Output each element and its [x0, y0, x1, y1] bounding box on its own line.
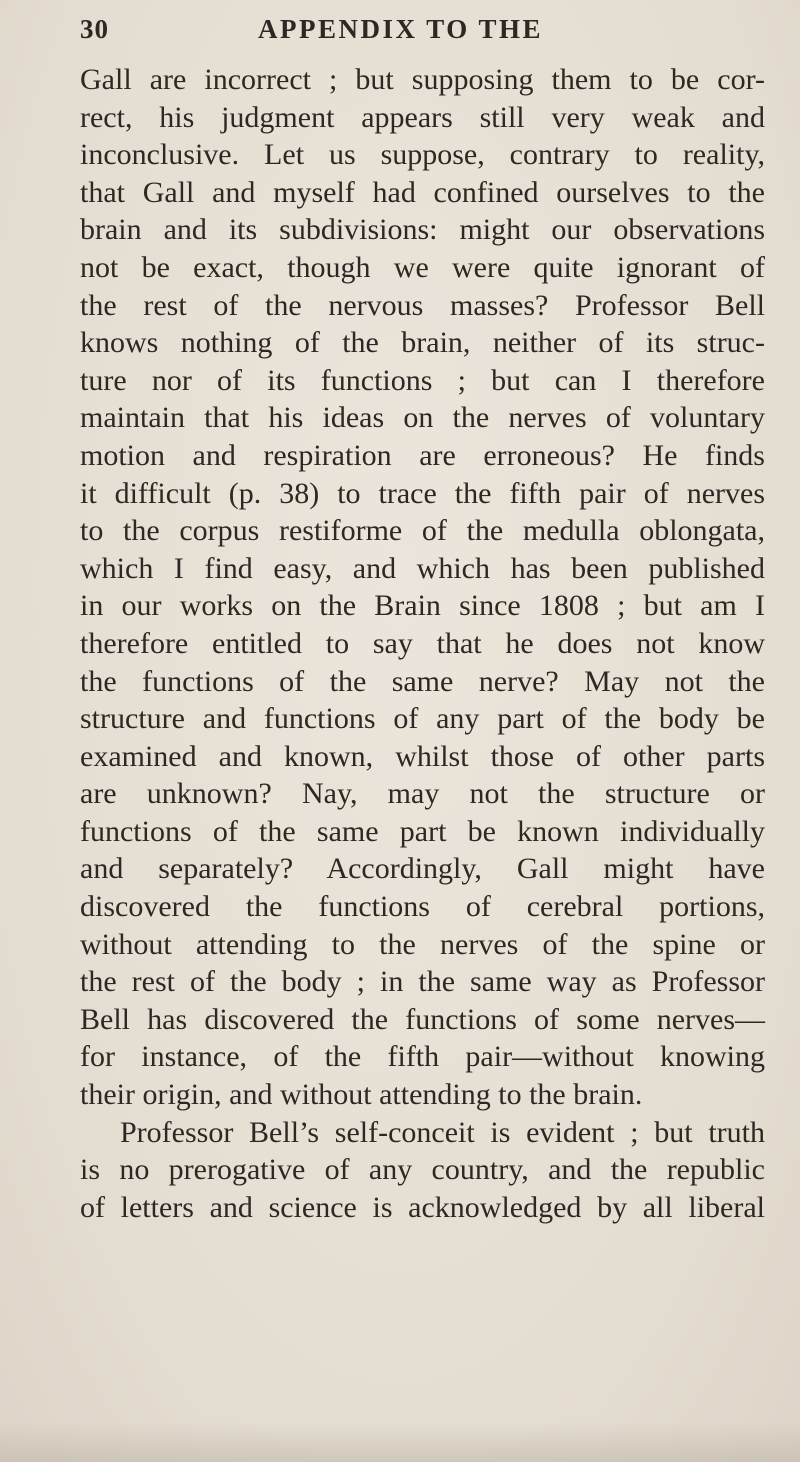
text-line: that Gall and myself had confined ourselves to the	[80, 175, 765, 209]
text-line: Gall are incorrect ; but supposing them to be cor-	[80, 63, 765, 96]
text-line: structure and functions of any part of the body be	[80, 702, 765, 736]
body-text	[80, 61, 765, 1226]
text-line: therefore entitled to say that he does not know	[80, 626, 765, 660]
text-line: in our works on the Brain since 1808 ; but am I	[80, 589, 765, 623]
text-line: motion and respiration are erroneous? He finds	[80, 438, 765, 472]
text-line: inconclusive. Let us suppose, contrary to reality,	[80, 138, 765, 172]
paragraph-2	[80, 1114, 765, 1227]
page-header	[80, 14, 760, 54]
text-line: the rest of the nervous masses? Professor Bell	[80, 288, 765, 322]
text-line: rect, his judgment appears still very weak and	[80, 100, 765, 134]
text-line: not be exact, though we were quite ignorant of	[80, 250, 765, 284]
text-line: knows nothing of the brain, neither of its struc-	[80, 326, 765, 360]
running-head: APPENDIX TO THE	[258, 14, 544, 44]
text-line: their origin, and without attending to the brain.	[80, 1078, 643, 1112]
text-line: it difficult (p. 38) to trace the fifth pair of nerves	[80, 476, 765, 510]
text-line: ture nor of its functions ; but can I therefore	[80, 363, 765, 397]
page-edge-shadow	[0, 1422, 800, 1462]
paragraph-1	[80, 61, 765, 1114]
text-line: discovered the functions of cerebral portions,	[80, 890, 765, 924]
text-line: without attending to the nerves of the spine or	[80, 927, 765, 961]
text-line: the rest of the body ; in the same way as Professor	[80, 965, 765, 999]
text-line: to the corpus restiforme of the medulla oblongata,	[80, 514, 765, 548]
text-line: Professor Bell’s self-conceit is evident ; but truth	[120, 1115, 765, 1149]
text-line: are unknown? Nay, may not the structure or	[80, 777, 765, 811]
text-line: the functions of the same nerve? May not the	[80, 664, 765, 698]
text-line: brain and its subdivisions: might our observations	[80, 213, 765, 247]
text-line: is no prerogative of any country, and the republic	[80, 1153, 765, 1187]
text-line: maintain that his ideas on the nerves of voluntary	[80, 401, 765, 435]
page-number: 30	[80, 14, 109, 44]
text-line: Bell has discovered the functions of some nerves—	[80, 1002, 765, 1036]
text-line: and separately? Accordingly, Gall might have	[80, 852, 765, 886]
text-line: examined and known, whilst those of other parts	[80, 739, 765, 773]
text-line: which I find easy, and which has been published	[80, 551, 765, 585]
text-line: for instance, of the fifth pair—without knowing	[80, 1040, 765, 1074]
text-line: functions of the same part be known individually	[80, 814, 765, 848]
text-line: of letters and science is acknowledged by all liberal	[80, 1190, 765, 1224]
